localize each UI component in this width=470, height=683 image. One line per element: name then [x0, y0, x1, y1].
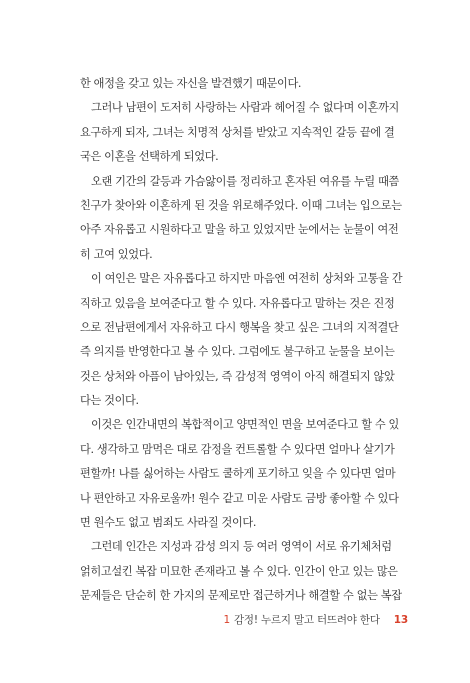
text-line: 요구하게 되자, 그녀는 치명적 상처를 받았고 지속적인 갈등 끝에 결 [80, 125, 395, 139]
text-line: 한 애정을 갖고 있는 자신을 발견했기 때문이다. [80, 77, 302, 90]
text-line: 즉 의지를 반영한다고 볼 수 있다. 그럼에도 불구하고 눈물을 보이는 [80, 345, 395, 359]
text-line: 그러나 남편이 도저히 사랑하는 사람과 헤어질 수 없다며 이혼까지 [91, 101, 399, 115]
running-footer [223, 612, 408, 627]
chapter-number: 1 [223, 614, 230, 626]
text-line: 문제들은 단순히 한 가지의 문제로만 접근하거나 해결할 수 없는 복잡 [80, 589, 402, 603]
text-line: 다는 것이다. [80, 394, 139, 408]
text-line: 편할까! 나를 싫어하는 사람도 쿨하게 포기하고 잊을 수 있다면 얼마 [80, 467, 396, 481]
text-line: 히 고여 있었다. [80, 247, 153, 261]
text-line: 것은 상처와 아픔이 남아있는, 즉 감성적 영역이 아직 해결되지 않았 [80, 369, 395, 383]
text-line: 아주 자유롭고 시원하다고 말을 하고 있었지만 눈에서는 눈물이 여전 [80, 223, 399, 237]
text-line: 으로 전남편에게서 자유하고 다시 행복을 찾고 싶은 그녀의 지적결단 [80, 320, 399, 334]
text-line: 얽히고설킨 복잡 미묘한 존재라고 볼 수 있다. 인간이 안고 있는 많은 [80, 564, 398, 578]
text-line: 오랜 기간의 갈등과 가슴앓이를 정리하고 혼자된 여유를 누릴 때쯤 [91, 174, 399, 188]
text-line: 면 원수도 없고 범죄도 사라질 것이다. [80, 516, 257, 530]
text-line: 나 편안하고 자유로울까! 원수 같고 미운 사람도 금방 좋아할 수 있다 [80, 491, 399, 505]
text-line: 국은 이혼을 선택하게 되었다. [80, 150, 219, 164]
text-line: 이 여인은 말은 자유롭다고 하지만 마음엔 여전히 상처와 고통을 간 [91, 272, 403, 286]
text-line: 직하고 있음을 보여준다고 할 수 있다. 자유롭다고 말하는 것은 진정 [80, 296, 395, 310]
text-line: 그런데 인간은 지성과 감성 의지 등 여러 영역이 서로 유기체처럼 [91, 540, 392, 554]
text-line: 다. 생각하고 맘먹은 대로 감정을 컨트롤할 수 있다면 얼마나 살기가 [80, 442, 395, 456]
page-number: 13 [393, 614, 408, 626]
chapter-title: 감정! 누르지 말고 터뜨려야 한다 [233, 614, 380, 626]
text-line: 이것은 인간내면의 복합적이고 양면적인 면을 보여준다고 할 수 있 [91, 418, 399, 432]
text-line: 친구가 찾아와 이혼하게 된 것을 위로해주었다. 이때 그녀는 입으로는 [80, 198, 402, 212]
body-text [80, 72, 410, 609]
